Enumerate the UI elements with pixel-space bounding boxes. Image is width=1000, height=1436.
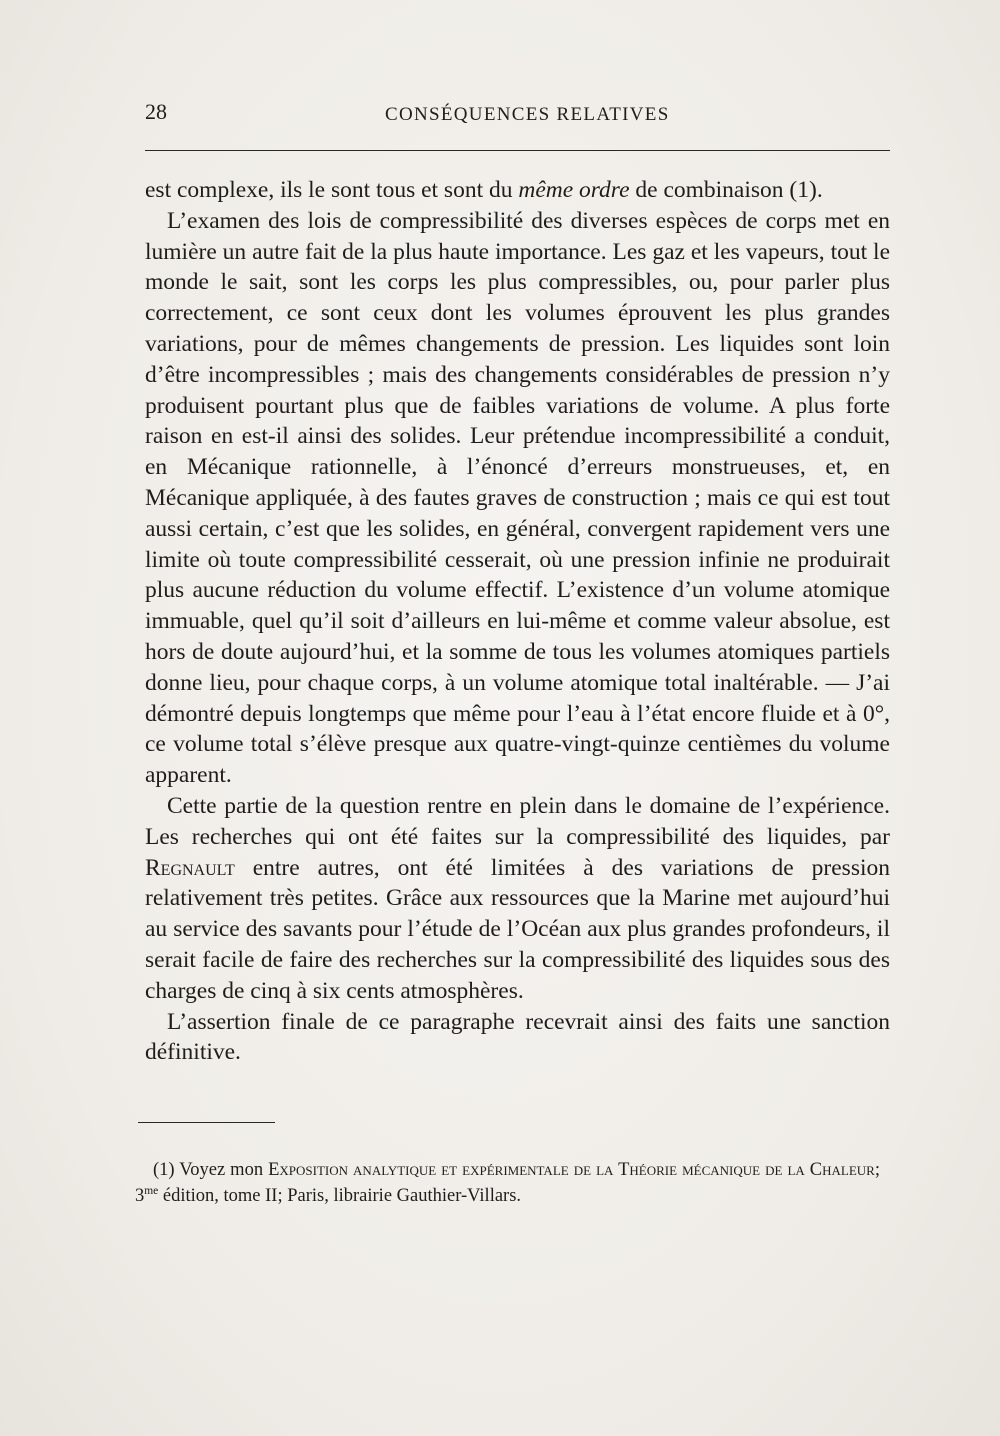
running-title: CONSÉQUENCES RELATIVES <box>385 104 670 125</box>
author-name-regnault: Regnault <box>145 854 235 881</box>
footnote-rest: édition, tome II; Paris, librairie Gauthier-Villars. <box>158 1186 522 1206</box>
header-rule <box>145 150 890 151</box>
page-number: 28 <box>145 99 167 124</box>
paragraph-1-emphasis: même ordre <box>518 177 630 203</box>
paragraph-3-lead: Cette partie de la question rentre en plein dans le domaine de l’expérience. Les recherches qui ont été faites sur la compressibilité des liquides, par <box>145 792 890 850</box>
footnote-marker: (1) <box>153 1160 175 1180</box>
body-text <box>145 175 890 1068</box>
footnote <box>135 1157 880 1209</box>
paragraph-4: L’assertion finale de ce paragraphe recevrait ainsi des faits une sanction définitive. <box>145 1008 890 1066</box>
footnote-book-title: Exposition analytique et expérimentale de la Théorie mécanique de la Chaleur <box>268 1160 875 1180</box>
paragraph-1 <box>145 175 890 206</box>
footnote-edition-number: ; 3 <box>135 1160 880 1206</box>
paragraph-3-rest: entre autres, ont été limitées à des variations de pression relativement très petites. Grâce aux ressources que la Marine met aujourd’hui au service des savants pour l’étude de l’Océan aux plus grandes profondeurs, il serait facile de faire des recherches sur la compressibilité des liquides sous des charges de cinq à six cents atmosphères. <box>145 854 890 1004</box>
paragraph-1-lead: est complexe, ils le sont tous et sont du <box>145 177 519 203</box>
footnote-edition-suffix: me <box>144 1184 159 1197</box>
running-head <box>145 98 890 134</box>
paragraph-1-rest: de combinaison (1). <box>629 177 823 203</box>
footnote-lead: Voyez mon <box>174 1160 269 1180</box>
paragraph-2: L’examen des lois de compressibilité des diverses espèces de corps met en lumière un autre fait de la plus haute importance. Les gaz et les vapeurs, tout le monde le sait, sont les corps les plus compressibles, ou, pour parler plus correctement, ce sont ceux dont les volumes éprouvent les plus grandes variations, pour de mêmes changements de pression. Les liquides sont loin d’être incompressibles ; mais des changements considérables de pression n’y produisent pourtant plus que de faibles variations de volume. A plus forte raison en est-il ainsi des solides. Leur prétendue incompressibilité a conduit, en Mécanique rationnelle, à l’énoncé d’erreurs monstrueuses, et, en Mécanique appliquée, à des fautes graves de construction ; mais ce qui est tout aussi certain, c’est que les solides, en général, convergent rapidement vers une limite où toute compressibilité cesserait, où une pression infinie ne produirait plus aucune réduction du volume effectif. L’existence d’un volume atomique immuable, quel qu’il soit d’ailleurs en lui-même et comme valeur absolue, est hors de doute aujourd’hui, et la somme de tous les volumes atomiques partiels donne lieu, pour chaque corps, à un volume atomique total inaltérable. — J’ai démontré depuis longtemps que même pour l’eau à l’état encore fluide et à 0°, ce volume total s’élève presque aux quatre-vingt-quinze centièmes du volume apparent. <box>145 207 890 789</box>
footnote-rule <box>138 1122 275 1123</box>
paragraph-3 <box>145 791 890 1007</box>
